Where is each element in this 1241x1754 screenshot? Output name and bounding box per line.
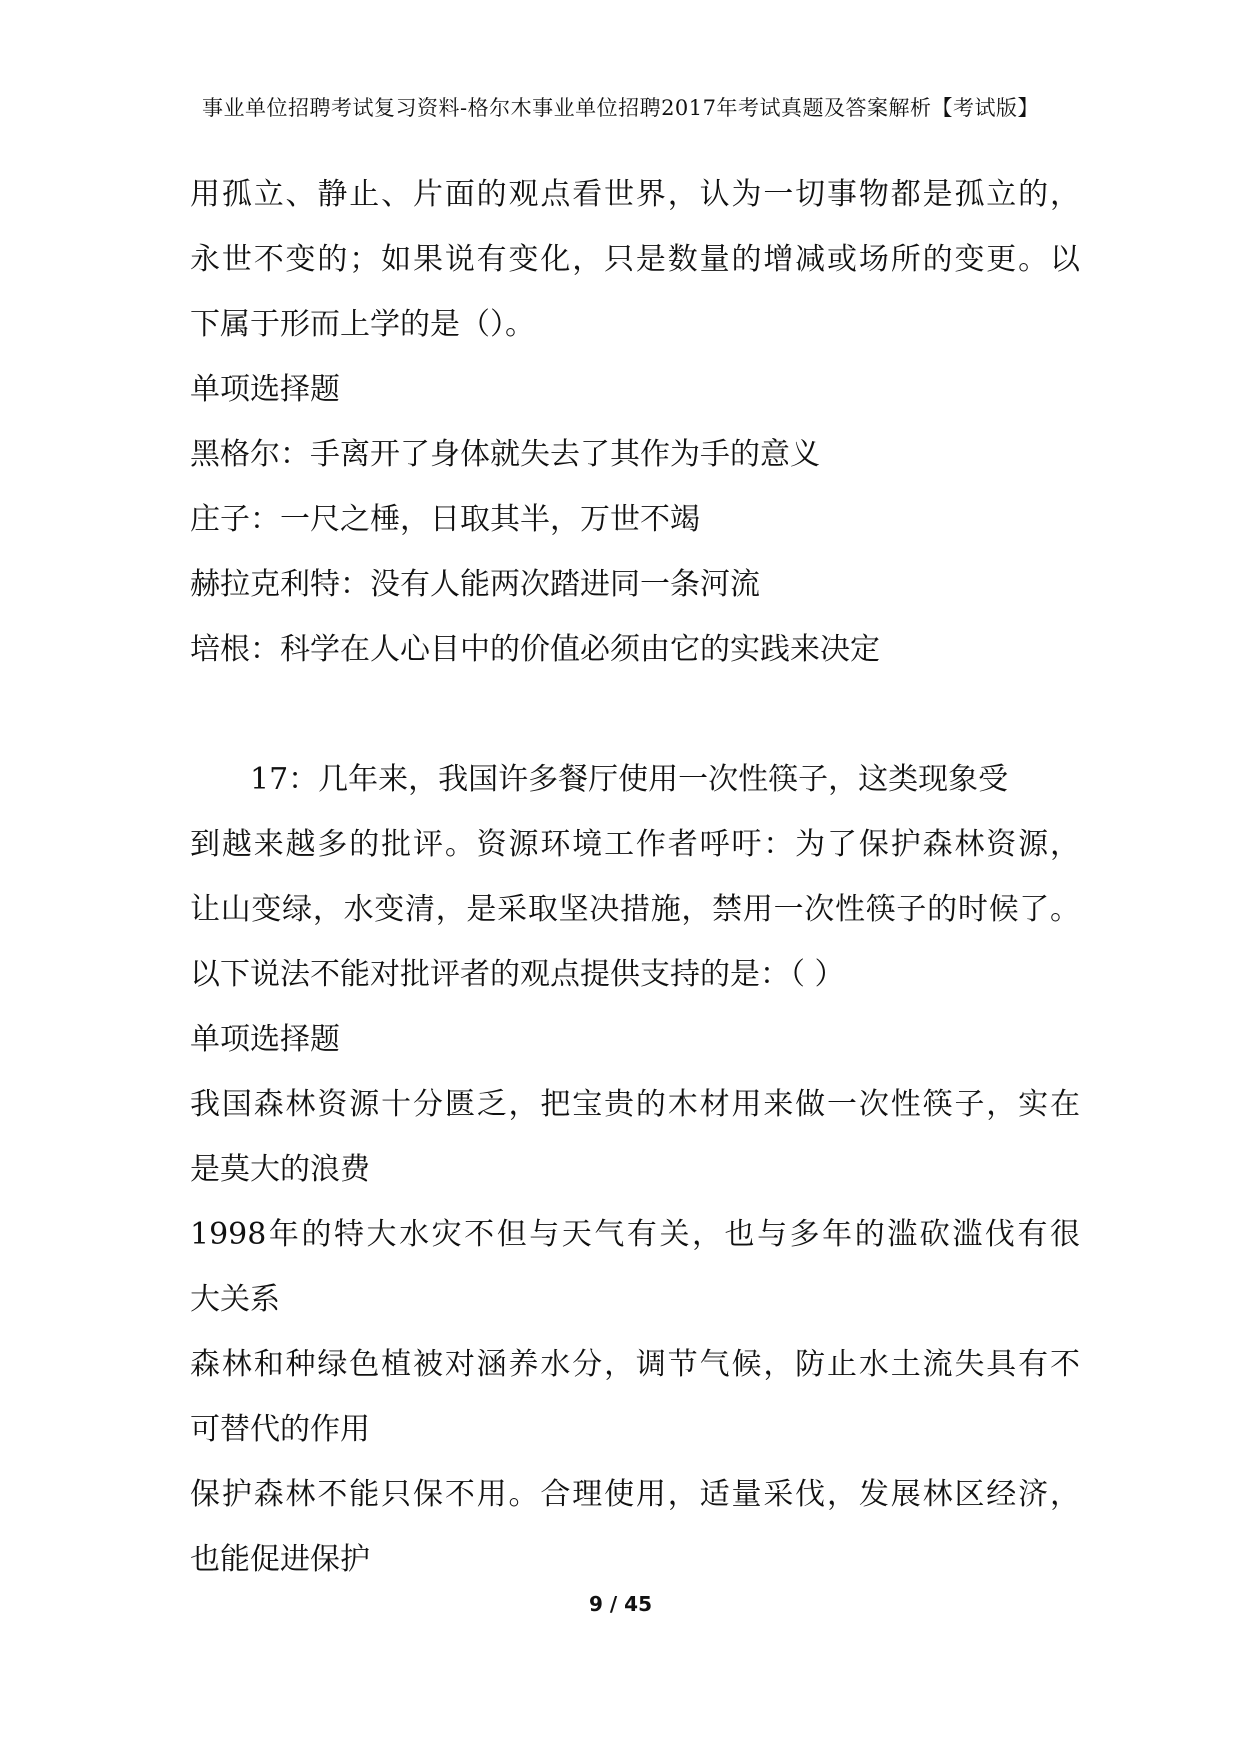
option-c <box>190 1332 1080 1462</box>
question-stem-line: 17：几年来，我国许多餐厅使用一次性筷子，这类现象受 <box>250 762 1009 797</box>
page-body <box>190 162 1080 1592</box>
option-line: 1998年的特大水灾不但与天气有关，也与多年的滥砍滥伐有很 <box>190 1217 1080 1252</box>
question-type-label: 单项选择题 <box>190 372 340 407</box>
option-a <box>190 1072 1080 1202</box>
question-stem-line: 下属于形而上学的是（）。 <box>190 307 535 342</box>
option-line: 是莫大的浪费 <box>190 1152 370 1187</box>
option-line: 保护森林不能只保不用。合理使用，适量采伐，发展林区经济， <box>190 1477 1080 1512</box>
question-stem-line: 用孤立、静止、片面的观点看世界，认为一切事物都是孤立的， <box>190 177 1080 212</box>
option-line: 可替代的作用 <box>190 1412 370 1447</box>
option-line: 也能促进保护 <box>190 1542 370 1577</box>
page-number: 9 / 45 <box>589 1592 652 1616</box>
option-c: 赫拉克利特：没有人能两次踏进同一条河流 <box>190 567 760 602</box>
question-stem-line: 永世不变的；如果说有变化，只是数量的增减或场所的变更。以 <box>190 242 1080 277</box>
question-stem-line: 让山变绿，水变清，是采取坚决措施，禁用一次性筷子的时候了。 <box>190 892 1080 927</box>
option-line: 大关系 <box>190 1282 280 1317</box>
option-line: 森林和种绿色植被对涵养水分，调节气候，防止水土流失具有不 <box>190 1347 1080 1382</box>
option-line: 我国森林资源十分匮乏，把宝贵的木材用来做一次性筷子，实在 <box>190 1087 1080 1122</box>
question-17 <box>190 747 1080 1592</box>
option-a: 黑格尔：手离开了身体就失去了其作为手的意义 <box>190 437 820 472</box>
section-spacer <box>190 682 1080 747</box>
question-stem-line: 到越来越多的批评。资源环境工作者呼吁：为了保护森林资源， <box>190 827 1080 862</box>
question-16 <box>190 162 1080 682</box>
option-b <box>190 1202 1080 1332</box>
question-type-label: 单项选择题 <box>190 1022 340 1057</box>
option-d <box>190 1462 1080 1592</box>
page-header: 事业单位招聘考试复习资料-格尔木事业单位招聘2017年考试真题及答案解析【考试版】 <box>201 96 1040 120</box>
option-b: 庄子：一尺之棰，日取其半，万世不竭 <box>190 502 700 537</box>
option-d: 培根：科学在人心目中的价值必须由它的实践来决定 <box>190 632 880 667</box>
question-stem-line: 以下说法不能对批评者的观点提供支持的是：（ ） <box>190 957 845 992</box>
